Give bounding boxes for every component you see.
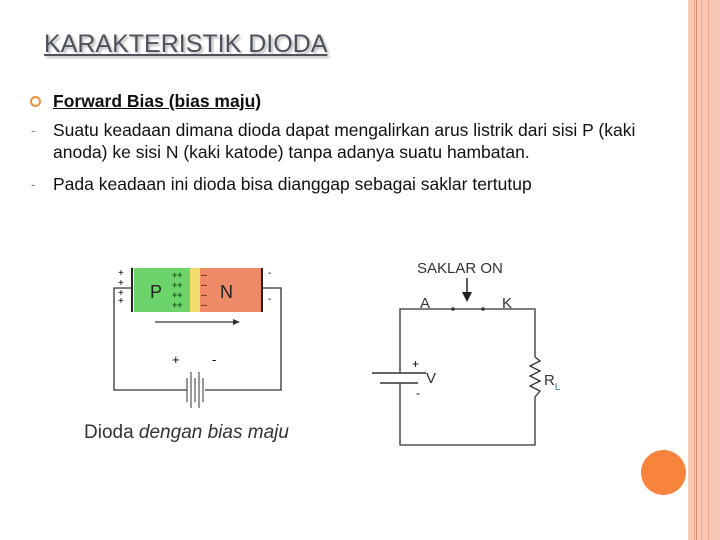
svg-text:-: - [268,268,272,279]
resistor-label: $R_L$ [544,372,561,393]
svg-text:--: -- [201,300,207,310]
voltage-label: V [426,370,437,387]
decorative-right-border [688,0,720,540]
battery-plus: + [172,352,180,367]
decorative-circle [641,450,686,495]
svg-text:--: -- [201,270,207,280]
svg-text:++: ++ [172,280,183,290]
point-2: Pada keadaan ini dioda bisa dianggap sebagai saklar tertutup [53,174,532,194]
junction [190,268,200,312]
dash-bullet-icon: - [31,122,36,138]
battery-minus: - [212,352,217,367]
anode-label: A [420,295,431,312]
dash-bullet-icon: - [31,176,36,192]
svg-text:+: + [118,268,124,279]
svg-text:--: -- [201,280,207,290]
svg-text:+: + [118,288,124,299]
svg-text:+: + [118,278,124,289]
source-minus: - [416,386,420,400]
diagram-caption: Dioda dengan bias maju [84,422,289,443]
svg-text:--: -- [201,290,207,300]
slide-title: KARAKTERISTIK DIODA [44,30,328,58]
switch-circuit-diagram [360,240,600,460]
section-heading: Forward Bias (bias maju) [53,91,262,111]
p-label: P [150,282,163,302]
point-1: Suatu keadaan dimana dioda dapat mengalirkan arus listrik dari sisi P (kaki anoda) ke sisi N (kaki katode) tanpa adanya suatu hambatan. [53,120,636,162]
forward-bias-diode-diagram [84,240,350,460]
bullet-ring-icon [30,96,41,107]
resistor-icon [530,357,540,397]
battery-icon [187,372,203,408]
svg-text:-: - [268,294,272,305]
source-plus: + [412,357,420,371]
svg-text:++: ++ [172,290,183,300]
n-label: N [220,282,233,302]
svg-text:++: ++ [172,300,183,310]
cathode-label: K [502,295,513,312]
svg-text:+: + [118,296,124,307]
switch-on-label: SAKLAR ON [417,260,503,277]
svg-text:++: ++ [172,270,183,280]
arrow-down-icon [462,292,472,302]
